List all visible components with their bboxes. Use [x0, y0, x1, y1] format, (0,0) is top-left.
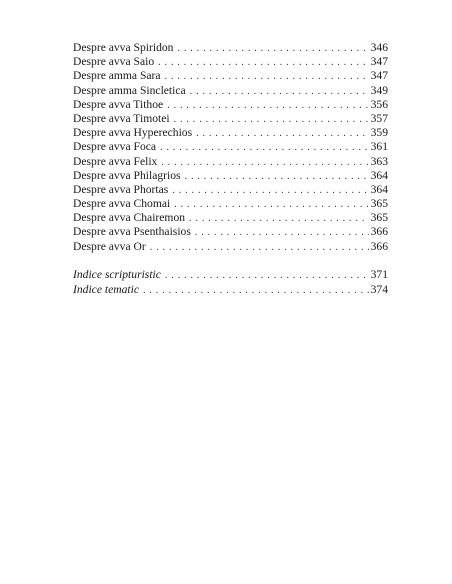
toc-entry-page: 365	[370, 211, 388, 225]
toc-entry	[73, 98, 388, 112]
dot-leader	[190, 85, 369, 99]
toc-entry-page: 356	[370, 97, 388, 111]
toc-entry	[73, 69, 388, 83]
toc-entries	[73, 41, 388, 297]
toc-entry-page: 364	[370, 182, 388, 196]
toc-entry-page: 347	[370, 55, 388, 69]
toc-entry	[73, 183, 388, 197]
toc-entry-page: 346	[370, 41, 388, 54]
toc-entry-title: Despre avva Philagrios	[73, 168, 181, 182]
toc-entry-page: 347	[370, 69, 388, 83]
toc-entry	[73, 112, 388, 126]
toc-entry-page: 363	[370, 154, 388, 168]
dot-leader	[161, 156, 368, 170]
toc-entry	[73, 169, 388, 183]
toc-entry-title: Despre avva Chairemon	[73, 211, 186, 225]
toc-entry	[73, 155, 388, 169]
dot-leader	[172, 184, 368, 198]
toc-index-entry	[73, 282, 388, 297]
toc-entry-page: 364	[370, 168, 388, 182]
toc-entry	[73, 225, 388, 239]
toc-entry-title: Despre avva Or	[73, 239, 146, 253]
toc-entry-page: 349	[370, 83, 388, 97]
dot-leader	[143, 283, 369, 298]
dot-leader	[196, 127, 369, 141]
toc-index-page: 371	[370, 267, 388, 281]
table-of-contents	[73, 41, 388, 297]
dot-leader	[158, 56, 368, 70]
toc-index-title: Indice scripturistic	[73, 267, 161, 281]
toc-entry-title: Despre avva Tithoe	[73, 97, 164, 111]
toc-entry-title: Despre avva Felix	[73, 154, 158, 168]
toc-entry-title: Despre avva Saio	[73, 55, 155, 69]
toc-entry	[73, 211, 388, 225]
toc-entry-page: 365	[370, 197, 388, 211]
dot-leader	[177, 42, 368, 56]
toc-entry-page: 361	[370, 140, 388, 154]
toc-index-entry	[73, 267, 388, 282]
toc-entry-title: Despre avva Spiridon	[73, 41, 174, 54]
toc-entry-title: Despre avva Hyperechios	[73, 126, 193, 140]
toc-entry-page: 366	[370, 239, 388, 253]
toc-index-title: Indice tematic	[73, 282, 139, 296]
toc-entry	[73, 240, 388, 254]
dot-leader	[160, 141, 369, 155]
dot-leader	[185, 170, 369, 184]
dot-leader	[165, 268, 369, 283]
toc-entry	[73, 84, 388, 98]
toc-index-page: 374	[370, 282, 388, 296]
dot-leader	[150, 241, 369, 255]
toc-entry-title: Despre avva Chomai	[73, 197, 171, 211]
toc-entry-title: Despre avva Timotei	[73, 111, 170, 125]
dot-leader	[165, 70, 369, 84]
toc-entry-title: Despre amma Sara	[73, 69, 161, 83]
toc-spacer	[73, 254, 388, 267]
toc-entry-page: 359	[370, 126, 388, 140]
dot-leader	[189, 212, 369, 226]
toc-entry	[73, 197, 388, 211]
toc-entry	[73, 140, 388, 154]
dot-leader	[167, 99, 368, 113]
toc-entry	[73, 55, 388, 69]
toc-entry-title: Despre avva Phortas	[73, 182, 169, 196]
toc-entry-title: Despre avva Psenthaisios	[73, 225, 191, 239]
dot-leader	[174, 198, 368, 212]
toc-entry	[73, 126, 388, 140]
toc-entry-title: Despre amma Sincletica	[73, 83, 186, 97]
toc-entry-page: 366	[370, 225, 388, 239]
dot-leader	[174, 113, 369, 127]
toc-entry	[73, 41, 388, 55]
toc-entry-page: 357	[370, 111, 388, 125]
dot-leader	[195, 226, 369, 240]
toc-entry-title: Despre avva Foca	[73, 140, 157, 154]
